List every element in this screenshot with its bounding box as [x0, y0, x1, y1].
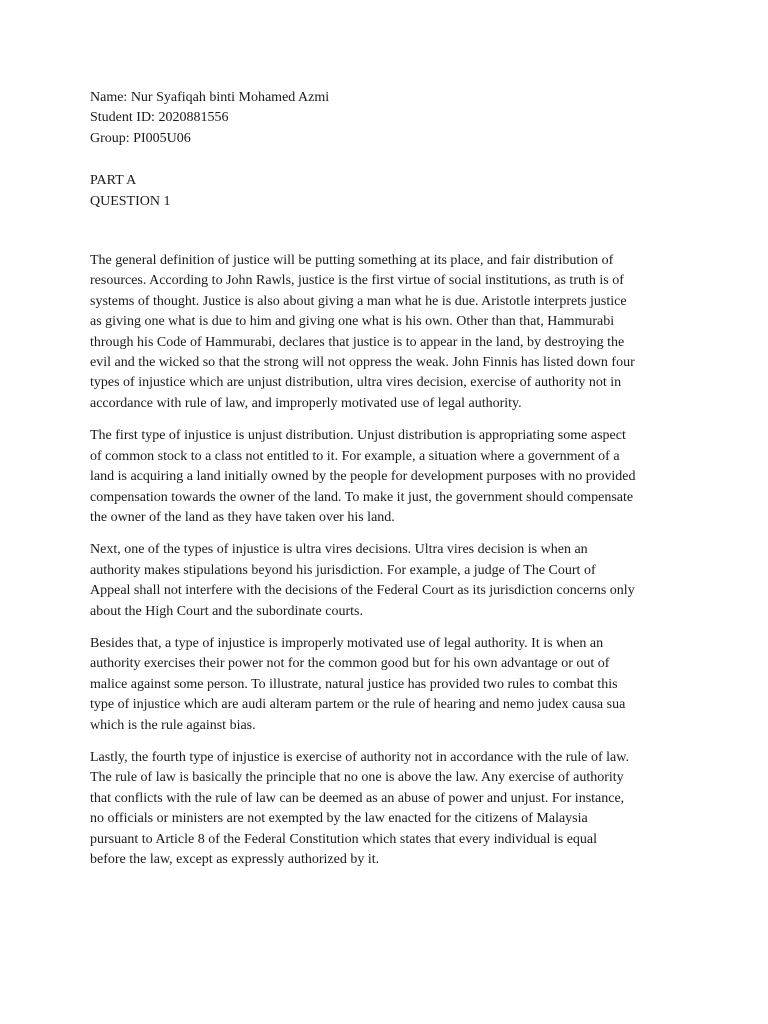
paragraph-line: evil and the wicked so that the strong will not oppress the weak. John Finnis has listed down four [90, 355, 635, 371]
student-name: Name: Nur Syafiqah binti Mohamed Azmi [90, 90, 330, 105]
paragraph-ultra-vires [90, 540, 690, 622]
paragraph-line: The first type of injustice is unjust distribution. Unjust distribution is appropriating some aspect [90, 428, 626, 444]
paragraph-line: The rule of law is basically the principle that no one is above the law. Any exercise of authority [90, 770, 624, 786]
paragraph-line: authority makes stipulations beyond his jurisdiction. For example, a judge of The Court of [90, 562, 596, 578]
section-heading [90, 171, 690, 212]
paragraph-line: accordance with rule of law, and improperly motivated use of legal authority. [90, 395, 522, 411]
part-heading: PART A [90, 173, 137, 189]
paragraph-line: Lastly, the fourth type of injustice is exercise of authority not in accordance with the rule of law. [90, 749, 629, 765]
student-group: Group: PI005U06 [90, 130, 191, 146]
paragraph-line: type of injustice which are audi alteram partem or the rule of hearing and nemo judex causa sua [90, 697, 626, 713]
paragraph-line: as giving one what is due to him and giving one what is his own. Other than that, Hammurabi [90, 314, 615, 330]
question-heading: QUESTION 1 [90, 193, 171, 209]
paragraph-line: The general definition of justice will be putting something at its place, and fair distribution of [90, 253, 614, 269]
paragraph-improper-motive [90, 634, 690, 736]
paragraph-line: Appeal shall not interfere with the decisions of the Federal Court as its jurisdiction concerns only [90, 583, 635, 599]
paragraph-line: before the law, except as expressly authorized by it. [90, 852, 380, 867]
paragraph-line: that conflicts with the rule of law can be deemed as an abuse of power and unjust. For instance, [90, 790, 625, 806]
paragraph-line: malice against some person. To illustrate, natural justice has provided two rules to combat this [90, 676, 618, 692]
paragraph-line: land is acquiring a land initially owned by the people for development purposes with no provided [90, 469, 636, 485]
paragraph-line: authority exercises their power not for the common good but for his own advantage or out of [90, 656, 610, 672]
paragraph-line: Besides that, a type of injustice is improperly motivated use of legal authority. It is when an [90, 635, 604, 651]
paragraph-line: the owner of the land as they have taken over his land. [90, 509, 395, 525]
paragraph-line: types of injustice which are unjust distribution, ultra vires decision, exercise of authority not in [90, 375, 622, 391]
paragraph-line: of common stock to a class not entitled to it. For example, a situation where a government of a [90, 448, 620, 464]
paragraph-line: no officials or ministers are not exempted by the law enacted for the citizens of Malaysia [90, 811, 588, 827]
paragraph-line: systems of thought. Justice is also about giving a man what he is due. Aristotle interprets justice [90, 293, 627, 309]
paragraph-line: through his Code of Hammurabi, declares that justice is to appear in the land, by destroying the [90, 334, 625, 350]
paragraph-intro [90, 251, 690, 414]
document-page [90, 88, 690, 870]
paragraph-unjust-distribution [90, 426, 690, 528]
paragraph-line: resources. According to John Rawls, justice is the first virtue of social institutions, as truth is of [90, 273, 624, 289]
paragraph-line: pursuant to Article 8 of the Federal Constitution which states that every individual is equal [90, 831, 598, 847]
paragraph-line: compensation towards the owner of the land. To make it just, the government should compensate [90, 489, 634, 505]
paragraph-line: Next, one of the types of injustice is ultra vires decisions. Ultra vires decision is when an [90, 542, 588, 558]
student-header [90, 88, 690, 149]
student-id: Student ID: 2020881556 [90, 110, 229, 126]
paragraph-line: which is the rule against bias. [90, 717, 256, 733]
paragraph-rule-of-law [90, 748, 690, 870]
paragraph-line: about the High Court and the subordinate courts. [90, 603, 363, 619]
